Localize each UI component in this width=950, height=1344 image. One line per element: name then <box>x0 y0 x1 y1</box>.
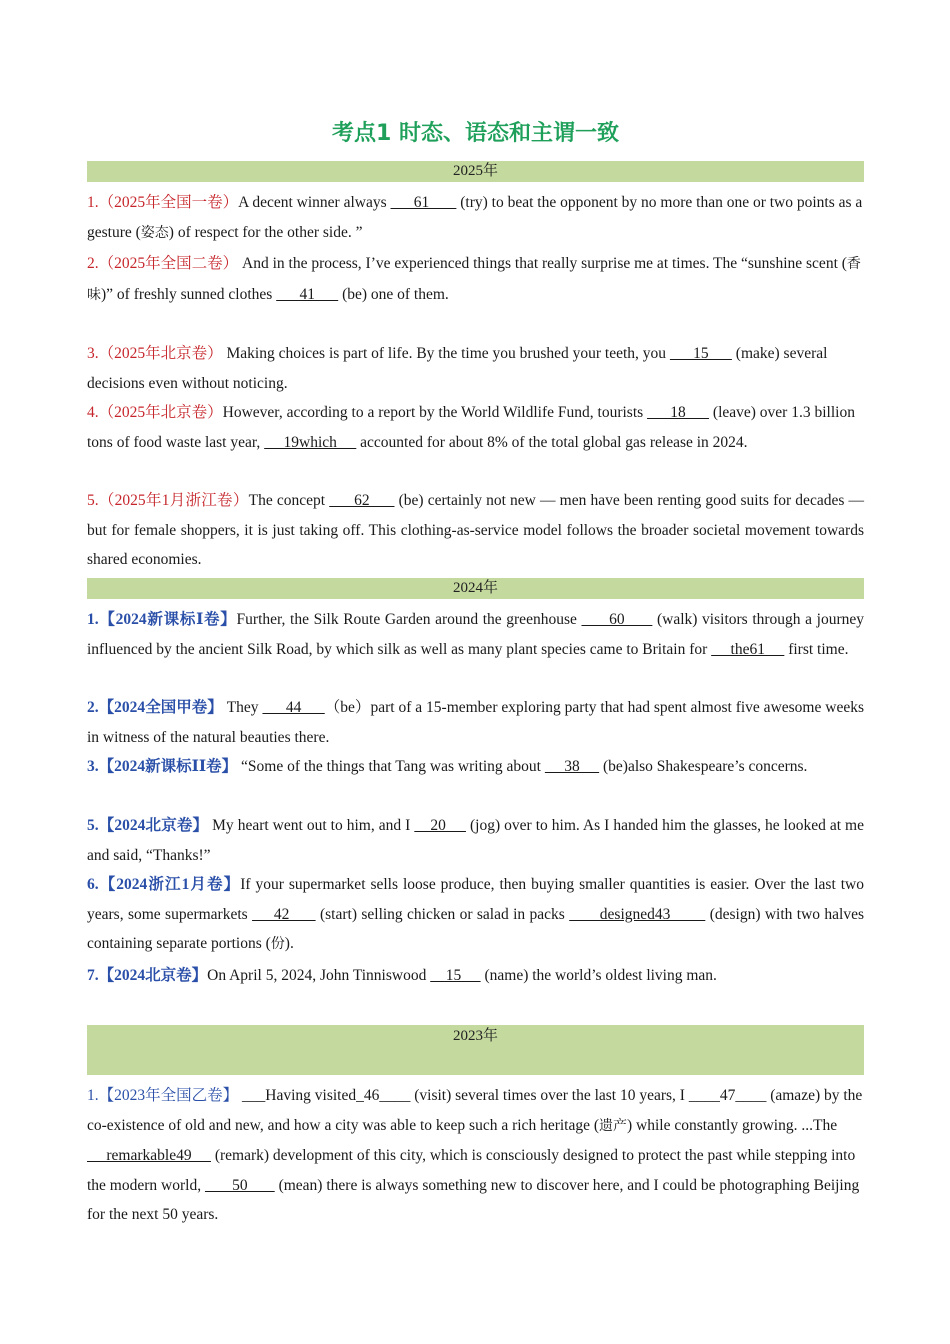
question-source: 4.（2025年北京卷） <box>87 404 223 421</box>
question-text: They <box>222 699 263 716</box>
question-text: (walk) visitors through a journey influenced by the ancient Silk Road, by which silk as well as many plant species came to Britain for <box>87 611 864 658</box>
question-2024-3 <box>87 752 864 782</box>
year-label: 2023年 <box>452 1028 498 1044</box>
answer-blank: 15 <box>430 967 481 984</box>
answer-blank: 44 <box>262 699 325 716</box>
question-text: And in the process, I’ve experienced things that really surprise me at times. The “sunshine scent ( <box>238 255 847 272</box>
chinese-gloss: 姿态 <box>140 224 169 241</box>
question-text: ). <box>284 935 294 953</box>
answer-blank: 42 <box>252 905 316 923</box>
question-text: Further, the Silk Route Garden around the greenhouse <box>236 611 582 628</box>
question-source: 5.【2024北京卷】 <box>87 817 209 834</box>
year-band-2023 <box>87 1025 864 1075</box>
answer-blank: 15 <box>669 345 732 362</box>
question-source: 2.【2024全国甲卷】 <box>87 699 223 716</box>
question-2025-1 <box>87 188 864 248</box>
question-2024-5 <box>87 811 864 870</box>
question-2025-4 <box>87 398 864 457</box>
answer-blank: ___ <box>242 1087 266 1104</box>
question-2025-5 <box>87 486 864 575</box>
question-text: first time. <box>784 640 849 658</box>
answer-blank: the61 <box>711 640 785 658</box>
answer-blank: 20 <box>414 817 466 834</box>
question-2025-2 <box>87 249 864 310</box>
question-text: (design) with two halves containing separate portions ( <box>87 905 864 953</box>
question-text: ) while constantly growing. ...The <box>627 1116 838 1134</box>
page-title: 考点1 时态、语态和主谓一致 <box>332 121 619 146</box>
question-2024-1 <box>87 605 864 664</box>
question-text: Having visited_46____ (visit) several times over the last 10 years, I ____47____ (amaze) by the co-existence of old and new, and how a city was able to keep such a rich heritage ( <box>87 1087 863 1134</box>
question-source: 1.【2023年全国乙卷】 <box>87 1087 239 1104</box>
question-source: 3.（2025年北京卷） <box>87 345 223 362</box>
question-text: (start) selling chicken or salad in packs <box>315 905 570 923</box>
chinese-gloss: 香味 <box>87 256 861 303</box>
question-text: (name) the world’s oldest living man. <box>480 967 717 984</box>
question-text: accounted for about 8% of the total global gas release in 2024. <box>356 433 748 451</box>
question-text: (mean) there is always something new to discover here, and I could be photographing Beijing for the next 50 years. <box>87 1176 860 1224</box>
year-label: 2025年 <box>452 163 498 179</box>
question-text: If your supermarket sells loose produce, then buying smaller quantities is easier. Over the last two years, some supermarkets <box>87 876 864 923</box>
answer-blank: 18 <box>647 404 710 421</box>
year-label: 2024年 <box>452 580 498 596</box>
question-text: My heart went out to him, and I <box>208 817 415 834</box>
question-text: However, according to a report by the World Wildlife Fund, tourists <box>222 404 648 421</box>
year-band-2025 <box>87 161 864 182</box>
question-2024-6 <box>87 870 864 960</box>
question-2023-1 <box>87 1081 864 1230</box>
answer-blank: remarkable49 <box>87 1147 211 1165</box>
question-source: 7.【2024北京卷】 <box>87 967 208 984</box>
question-text: “Some of the things that Tang was writing about <box>237 758 545 775</box>
question-source: 1.【2024新课标Ⅰ卷】 <box>87 611 237 628</box>
question-text: )” of freshly sunned clothes <box>101 285 277 303</box>
question-text: (leave) over 1.3 billion tons of food waste last year, <box>87 404 855 451</box>
chinese-gloss: 遗产 <box>599 1117 628 1134</box>
answer-blank: 41 <box>276 285 339 303</box>
answer-blank: designed43 <box>569 905 706 923</box>
chinese-gloss: 份 <box>270 936 285 953</box>
question-2024-7 <box>87 961 864 991</box>
question-text: A decent winner always <box>238 194 391 211</box>
answer-blank: 60 <box>581 611 653 628</box>
answer-blank: 38 <box>544 758 600 775</box>
question-text: (jog) over to him. As I handed him the glasses, he looked at me and said, “Thanks!” <box>87 817 864 864</box>
question-2025-3 <box>87 339 864 398</box>
question-text: On April 5, 2024, John Tinniswood <box>207 967 431 984</box>
question-text: The concept <box>248 492 330 509</box>
question-source: 1.（2025年全国一卷） <box>87 194 239 211</box>
question-source: 3.【2024新课标ⅠⅠ卷】 <box>87 758 238 775</box>
question-source: 6.【2024浙江1月卷】 <box>87 876 241 893</box>
year-band-2024 <box>87 578 864 599</box>
question-text: (try) to beat the opponent by no more than one or two points as a gesture ( <box>87 194 863 241</box>
question-text: ) of respect for the other side. ” <box>168 223 363 241</box>
answer-blank: 61 <box>390 194 457 211</box>
question-text: （be）part of a 15-member exploring party that had spent almost five awesome weeks in witness of the natural beauties there. <box>87 699 864 746</box>
question-source: 2.（2025年全国二卷） <box>87 255 239 272</box>
answer-blank: 50 <box>204 1176 275 1194</box>
question-text: Making choices is part of life. By the time you brushed your teeth, you <box>222 345 670 362</box>
question-text: (remark) development of this city, which is consciously designed to protect the past while stepping into the modern world, <box>87 1147 856 1194</box>
question-text: (make) several decisions even without noticing. <box>87 345 828 392</box>
question-text: (be) one of them. <box>338 285 449 303</box>
question-text: (be)also Shakespeare’s concerns. <box>599 758 808 775</box>
question-2024-2 <box>87 693 864 752</box>
question-text: (be) certainly not new — men have been renting good suits for decades — but for female shoppers, it is just taking off. This clothing-as-service model follows the broader societal movement towards shared economies. <box>87 492 865 569</box>
answer-blank: 19which <box>264 433 357 451</box>
answer-blank: 62 <box>329 492 395 509</box>
question-source: 5.（2025年1月浙江卷） <box>87 492 249 509</box>
